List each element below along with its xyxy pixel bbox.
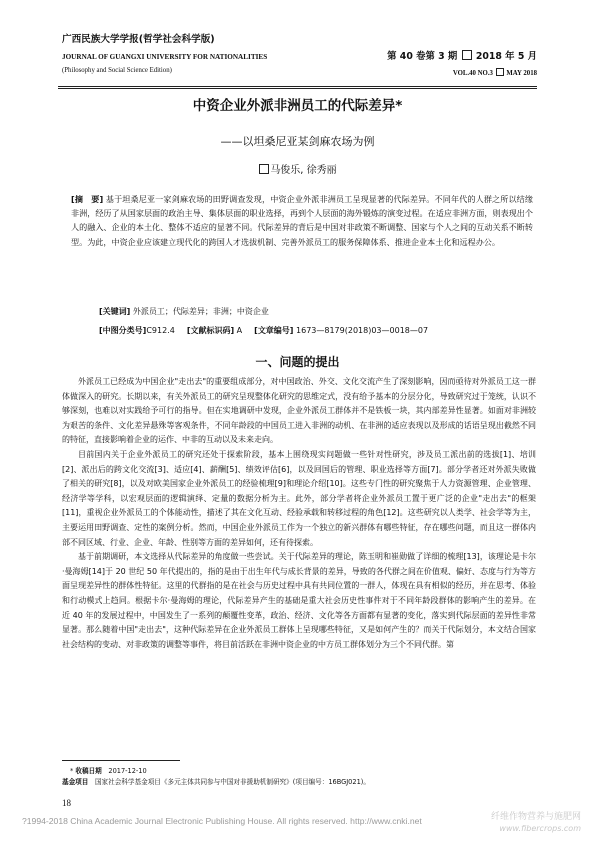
journal-name-en: JOURNAL OF GUANGXI UNIVERSITY FOR NATIONALITIES: [62, 53, 268, 61]
issue-date-en: MAY 2018: [506, 70, 537, 77]
keywords-text: 外派员工；代际差异；非洲；中资企业: [132, 307, 269, 316]
issue-info: [387, 48, 537, 77]
watermark: [491, 812, 581, 834]
article-id-value: 1673—8179(2018)03—0018—07: [296, 326, 429, 335]
journal-name-cn: 广西民族大学学报(哲学社会科学版): [62, 34, 215, 45]
paragraph: 目前国内关于企业外派员工的研究还处于探索阶段，基本上围绕现实问题做一些针对性研究，涉及员工派出前的选拔[1]、培训[2]、派出后的跨文化交流[3]、适应[4]、薪酬[5]、绩效评估[6]，以及回国后的管理、职业选择等方面[7]。部分学者还对外派失败做了相关的研究[8]，以及对欧美国家企业外派员工的经验梳理[9]和理论介绍[10]。这些专门性的研究聚焦于人力资源管理、企业管理、经济学等学科，以宏观层面的逻辑演绎、定量的数据分析为主。此外，部分学者将企业外派员工置于更广泛的企业"走出去"的框架[11]，重视企业外派员工的个体能动性，描述了其在文化互动、经验承载和转移过程的角色[12]。这些研究以人类学、社会学等为主，主要运用田野调查、定性的案例分析。然而，中国企业外派员工作为一个独立的新兴群体有哪些特征，存在哪些问题，而且这一群体内部不同区域、行业、企业、年龄、性别等方面的差异如何，还有待探索。: [62, 449, 536, 547]
copyright-line: ?1994-2018 China Academic Journal Electronic Publishing House. All rights reserved. http://www.cnki.net: [22, 816, 422, 826]
footnote: * 收稿日期 2017-12-10 基金项目 国家社会科学基金项目《多元主体共同参与中国对非援助机制研究》(项目编号：16BGJ021)。: [62, 767, 370, 786]
abstract-label: [摘 要]: [71, 194, 104, 204]
page-number: 18: [62, 798, 71, 808]
article-authors: [0, 161, 595, 176]
article-subtitle: ——以坦桑尼亚某剑麻农场为例: [220, 135, 375, 148]
paragraph: 外派员工已经成为中国企业"走出去"的重要组成部分，对中国政治、外交、文化交流产生了深刻影响，因而亟待对外派员工这一群体做深入的研究。长期以来，有关外派员工的研究呈现整体化研究的思维定式，没有给予基本的分层分化，导致研究过于笼统，认识不够深刻，也难以对实践给予可行的指导。但在实地调研中发现，企业外派员工群体并不是铁板一块，其内部差异性显著。如面对非洲较为艰苦的条件、文化差异悬殊等客观条件，不同年龄段的中国员工进入非洲的动机、在非洲的适应表现以及形成的话语呈现出截然不同的特征，直接影响着企业的运作、中非的互动以及未来走向。: [62, 377, 536, 445]
body-text: [62, 375, 536, 652]
square-mark-icon: [462, 50, 472, 60]
fund-label: 基金项目: [62, 778, 89, 786]
issue-volume: 第 40 卷第 3 期: [387, 51, 458, 62]
received-date: 2017-12-10: [108, 767, 147, 775]
article-id-label: [文章编号]: [254, 326, 294, 335]
header-rule: [58, 86, 537, 87]
abstract-text: 基于坦桑尼亚一家剑麻农场的田野调查发现，中资企业外派非洲员工呈现显著的代际差异。不同年代的人群之所以结缘非洲，经历了从国家层面的政治主导、集体层面的职业选择，再到个人层面的海外锻炼的演变过程。在适应非洲方面，则表现出个人的融入、企业的本土化、整体不适应的显著不同。代际差异的背后是中国对非政策不断调整、国家与个人之间的互动关系不断转型。为此，中资企业应该建立现代化的跨国人才选拔机制、完善外派员工的服务保障体系、推进企业本土化和远程办公。: [71, 194, 533, 247]
classification: [99, 325, 529, 336]
abstract: [71, 192, 533, 249]
fund-text: 国家社会科学基金项目《多元主体共同参与中国对非援助机制研究》(项目编号：16BGJ021)。: [94, 778, 370, 786]
doc-code-label: [文献标识码]: [186, 326, 235, 335]
keywords: [99, 306, 269, 317]
issue-volume-en: VOL.40 NO.3: [452, 70, 493, 77]
journal-edition-en: (Philosophy and Social Science Edition): [62, 67, 172, 74]
doc-code-value: A: [236, 326, 243, 335]
clc-label: [中图分类号]: [99, 326, 147, 335]
square-mark-icon: [496, 68, 504, 76]
received-label: 收稿日期: [75, 767, 102, 775]
watermark-cn: 纤维作物营养与施肥网: [490, 812, 581, 822]
issue-date: 2018 年 5 月: [475, 51, 537, 62]
article-title: 中资企业外派非洲员工的代际差异*: [192, 98, 403, 114]
section-heading: 一、问题的提出: [255, 355, 340, 369]
footnote-rule: [62, 760, 180, 761]
keywords-label: [关键词]: [99, 307, 131, 316]
author-names: 马俊乐, 徐秀丽: [270, 165, 337, 176]
clc-value: C912.4: [146, 326, 175, 335]
watermark-en: www.fibercrops.com: [499, 824, 581, 833]
square-mark-icon: [259, 164, 269, 174]
header-rule-thin: [58, 88, 537, 89]
paragraph: 基于前期调研，本文选择从代际差异的角度做一些尝试。关于代际差异的理论，陈玉明和崔勋做了详细的梳理[13]，该理论是卡尔·曼海姆[14]于 20 世纪 50 年代提出的，指的是由于出生年代与成长背景的差异，导致的各代群之间在价值观、偏好、态度与行为等方面呈现差异性的群体性特征。这里的代群指的是在社会与历史过程中具有共同位置的一群人，体现在具有相似的经历，并在思考、体验和行动模式上趋同。根据卡尔·曼海姆的理论，代际差异产生的基础是重大社会历史性事件对于不同年龄段群体的影响产生的差异。在近 40 年的发展过程中，中国发生了一系列的颠覆性变革，政治、经济、文化等各方面都有显著的变化，落实到代际层面的差异性非常显著。那么随着中国"走出去"，这种代际差异在企业外派员工群体上呈现哪些特征，又是如何产生的？而关于代际划分，本文结合国家社会结构的变动、对非政策的调整等事件，将目前活跃在非洲中资企业的中方员工群体划分为三个不同代群。第: [62, 552, 536, 649]
journal-header: [62, 34, 362, 76]
